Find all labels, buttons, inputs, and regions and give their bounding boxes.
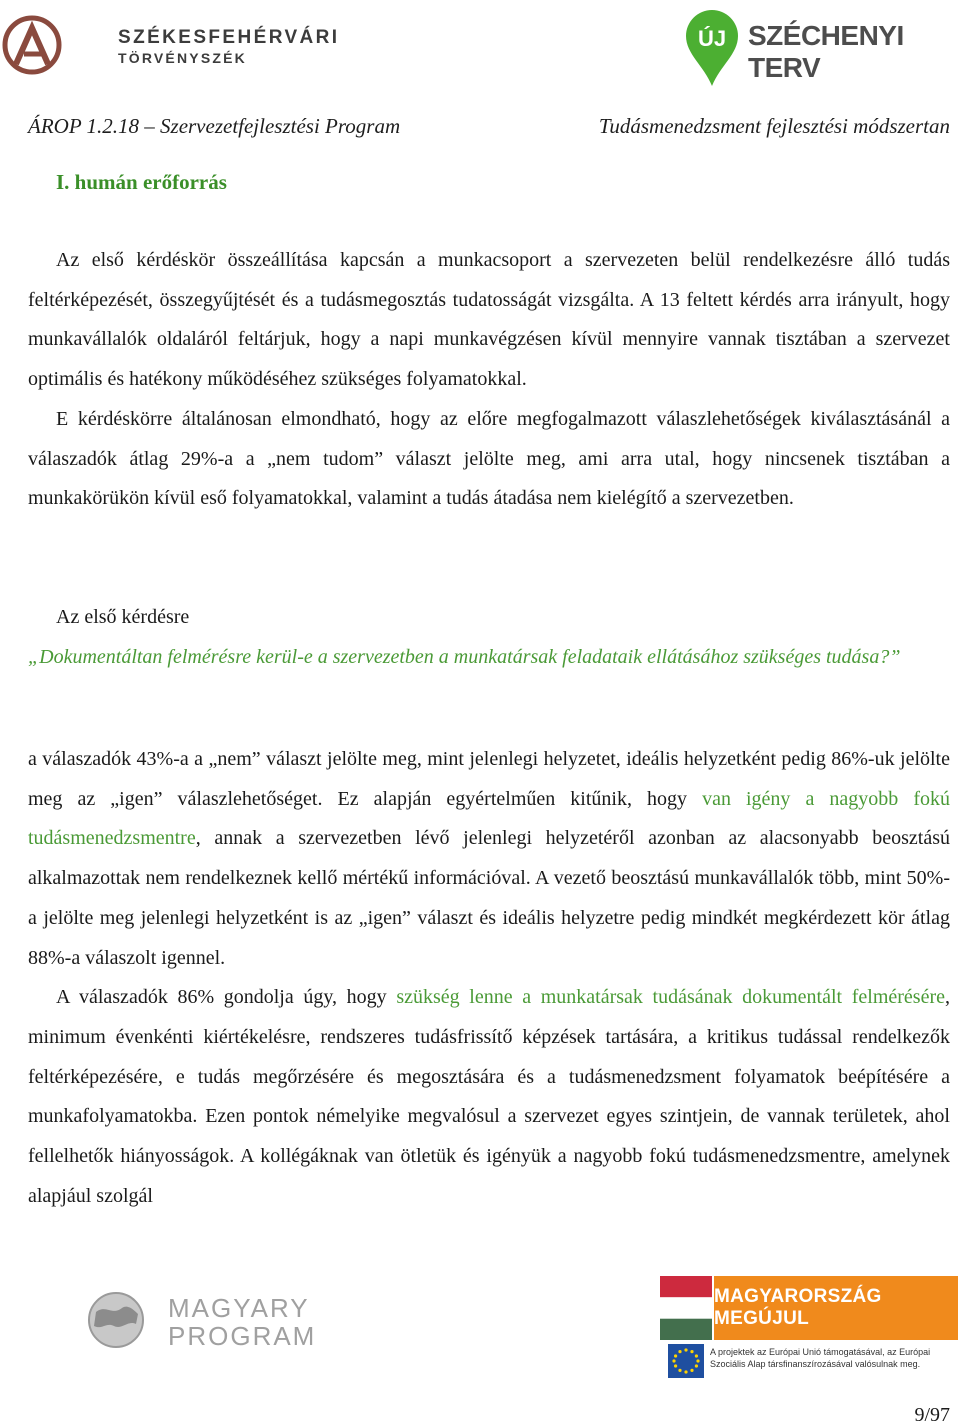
megujul-banner	[714, 1276, 958, 1340]
question-text: „Dokumentáltan felmérésre kerül-e a szervezetben a munkatársak feladataik ellátásához szükséges tudása?”	[28, 645, 901, 668]
court-name-line2: TÖRVÉNYSZÉK	[118, 50, 247, 66]
hungarian-flag-icon	[660, 1276, 712, 1340]
paragraph-3-start: a válaszadók 43%-a a „nem” választ jelölte meg, mint jelenlegi helyzetet, ideális helyzetként pedig 86%-uk jelölte meg az „igen” válaszlehetőséget. Ez alapján egyértelműen kitűnik, hogy	[28, 748, 950, 810]
section-title: I. humán erőforrás	[56, 170, 227, 194]
body-block-1	[28, 241, 950, 519]
running-header-left: ÁROP 1.2.18 – Szervezetfejlesztési Program	[28, 114, 401, 138]
magyarorszag-megujul-logo	[660, 1276, 958, 1380]
paragraph-4-end: , minimum évenkénti kiértékelésre, rendszeres tudásfrissítő képzések tartására, a kritikus tudással rendelkezők feltérképezésére, e tudás megőrzésére és megosztására és a tudásmenedzsment folyamatok beépítésére a munkafolyamatokba. Ezen pontok némelyike megvalósul a szervezet egyes szintjein, de vannak területek, ahol fellelhetők hiányosságok. A kollégáknak van ötletük és igényük a nagyobb fokú tudásmenedzsmentre, amelynek alapjául szolgál	[28, 986, 950, 1207]
paragraph-1: Az első kérdéskör összeállítása kapcsán a munkacsoport a szervezeten belül rendelkezésre álló tudás feltérképezését, összegyűjtését és a tudásmegosztás tudatosságát vizsgálta. A 13 feltett kérdés arra irányult, hogy munkavállalók oldaláról feltárjuk, hogy a napi munkavégzésen kívül mennyire vannak tisztában a szervezet optimális és hatékony működéséhez szükséges folyamatokkal.	[28, 249, 950, 391]
eu-funding-note-line1: A projektek az Európai Unió támogatásával, az Európai	[710, 1347, 931, 1357]
eu-funding-note	[710, 1346, 956, 1370]
eu-flag-icon	[668, 1344, 704, 1378]
eu-funding-note-line2: Szociális Alap társfinanszírozásával valósulnak meg.	[710, 1359, 921, 1369]
court-name-line1: SZÉKESFEHÉRVÁRI	[118, 27, 340, 48]
body-block-2	[28, 740, 950, 1216]
magyary-line1: MAGYARY	[168, 1293, 310, 1323]
szechenyi-name: SZÉCHENYI TERV	[748, 20, 904, 83]
szechenyi-pin-icon	[684, 8, 740, 88]
paragraph-3-highlight: van igény a nagyobb fokú tudásmenedzsmentre	[28, 787, 950, 850]
paragraph-2: E kérdéskörre általánosan elmondható, hogy az előre megfogalmazott válaszlehetőségek kiválasztásánál a válaszadók átlag 29%-a a „nem tudom” választ jelölte meg, ami arra utal, hogy nincsenek tisztában a munkakörükön kívül eső folyamatokkal, valamint a tudás átadása nem kielégítő a szervezetben.	[28, 407, 950, 510]
megujul-title: MAGYARORSZÁG MEGÚJUL	[714, 1286, 882, 1329]
paragraph-4-start: A válaszadók 86% gondolja úgy, hogy	[56, 986, 397, 1009]
court-logo-icon	[2, 14, 62, 76]
paragraph-3-end: , annak a szervezetben lévő jelenlegi helyzetéről azonban az alacsonyabb beosztású alkalmazottak nem rendelkeznek kellő mértékű információval. A vezető beosztású munkavállalók több, mint 50%-a jelölte meg jelenlegi helyzetként is az „igen” választ és ideális helyzetre pedig mindkét megkérdezett kör átlag 88%-a válaszolt igennel.	[28, 827, 950, 969]
question-block	[28, 598, 950, 677]
paragraph-3	[28, 740, 950, 978]
szechenyi-badge-text: ÚJ	[697, 26, 727, 51]
paragraph-4-highlight: szükség lenne a munkatársak tudásának dokumentált felmérésére	[396, 986, 945, 1009]
court-name	[118, 27, 339, 67]
question-intro: Az első kérdésre	[56, 606, 190, 628]
magyary-line2: PROGRAM	[168, 1321, 317, 1351]
running-header-right: Tudásmenedzsment fejlesztési módszertan	[598, 114, 950, 138]
magyary-globe-icon	[86, 1290, 146, 1350]
magyary-program-logo	[168, 1294, 316, 1350]
paragraph-4	[28, 978, 950, 1216]
page-number: 9/97	[914, 1404, 950, 1426]
